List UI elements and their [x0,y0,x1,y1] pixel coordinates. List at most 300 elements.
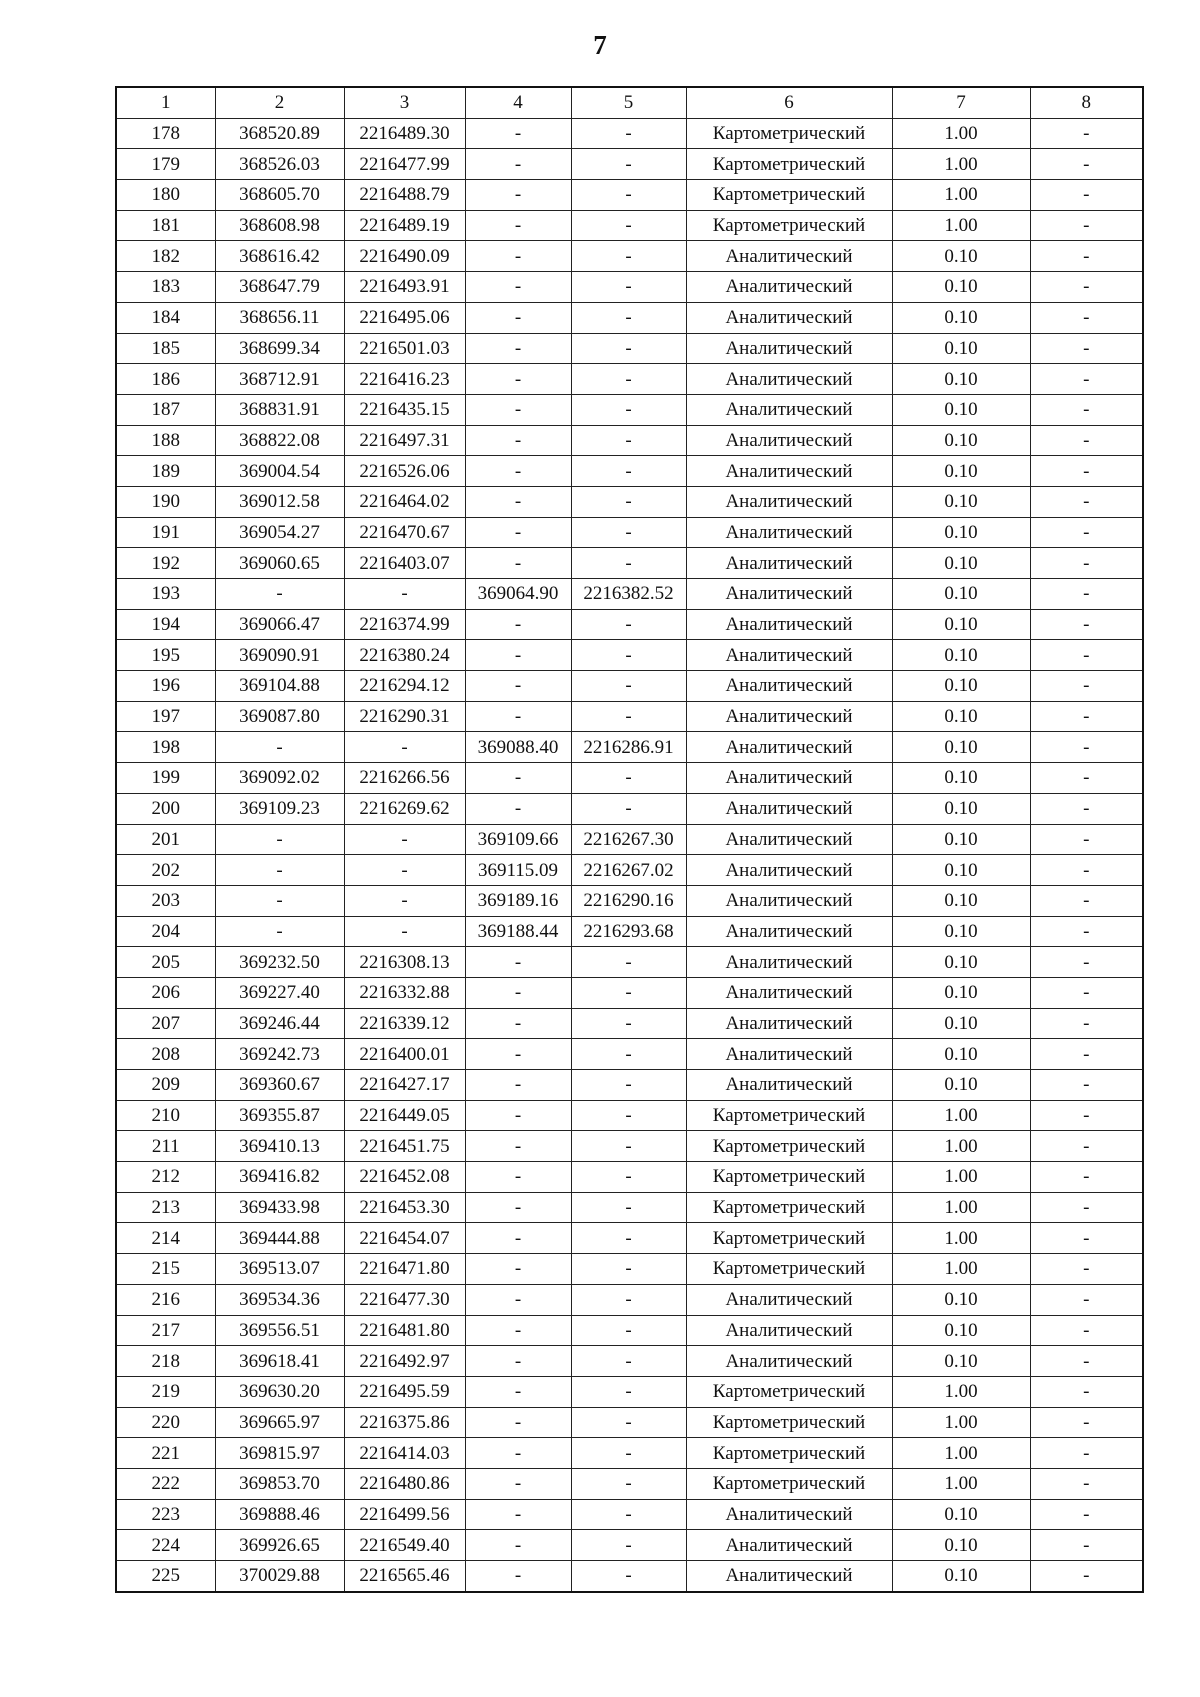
table-row [116,579,1143,610]
table-row [116,1008,1143,1039]
point-number-cell: 196 [116,671,215,702]
x-new-cell: - [465,241,571,272]
accuracy-cell: 0.10 [892,1315,1030,1346]
table-row [116,1530,1143,1561]
table-row [116,609,1143,640]
note-cell: - [1030,333,1143,364]
y-coordinate-cell: 2216499.56 [344,1499,465,1530]
table-row [116,1100,1143,1131]
note-cell: - [1030,1192,1143,1223]
point-number-cell: 223 [116,1499,215,1530]
x-new-cell: - [465,1192,571,1223]
y-new-cell: - [571,1254,686,1285]
y-new-cell: - [571,1346,686,1377]
table-row [116,1192,1143,1223]
x-new-cell: - [465,701,571,732]
y-new-cell: - [571,364,686,395]
note-cell: - [1030,947,1143,978]
note-cell: - [1030,609,1143,640]
y-coordinate-cell: 2216488.79 [344,180,465,211]
x-coordinate-cell: 369355.87 [215,1100,344,1131]
accuracy-cell: 0.10 [892,302,1030,333]
column-header: 3 [344,87,465,118]
point-number-cell: 191 [116,517,215,548]
note-cell: - [1030,302,1143,333]
accuracy-cell: 0.10 [892,486,1030,517]
y-coordinate-cell: 2216471.80 [344,1254,465,1285]
point-number-cell: 214 [116,1223,215,1254]
note-cell: - [1030,1039,1143,1070]
accuracy-cell: 0.10 [892,517,1030,548]
accuracy-cell: 0.10 [892,1070,1030,1101]
y-new-cell: 2216286.91 [571,732,686,763]
x-new-cell: - [465,1100,571,1131]
x-coordinate-cell: - [215,732,344,763]
accuracy-cell: 1.00 [892,1131,1030,1162]
x-coordinate-cell: 368616.42 [215,241,344,272]
method-cell: Аналитический [686,364,892,395]
point-number-cell: 188 [116,425,215,456]
method-cell: Аналитический [686,579,892,610]
y-coordinate-cell: - [344,579,465,610]
table-row [116,1131,1143,1162]
y-new-cell: - [571,947,686,978]
method-cell: Аналитический [686,1315,892,1346]
x-coordinate-cell: 369853.70 [215,1468,344,1499]
table-row [116,272,1143,303]
table-row [116,916,1143,947]
y-coordinate-cell: 2216452.08 [344,1162,465,1193]
accuracy-cell: 0.10 [892,425,1030,456]
x-coordinate-cell: 369556.51 [215,1315,344,1346]
method-cell: Картометрический [686,1438,892,1469]
x-new-cell: - [465,1039,571,1070]
method-cell: Картометрический [686,1162,892,1193]
method-cell: Аналитический [686,793,892,824]
point-number-cell: 194 [116,609,215,640]
x-new-cell: 369115.09 [465,855,571,886]
accuracy-cell: 1.00 [892,1100,1030,1131]
point-number-cell: 183 [116,272,215,303]
accuracy-cell: 1.00 [892,1254,1030,1285]
y-new-cell: - [571,486,686,517]
table-row [116,793,1143,824]
method-cell: Аналитический [686,640,892,671]
note-cell: - [1030,671,1143,702]
y-new-cell: - [571,241,686,272]
x-coordinate-cell: 369054.27 [215,517,344,548]
y-coordinate-cell: 2216549.40 [344,1530,465,1561]
y-coordinate-cell: 2216416.23 [344,364,465,395]
method-cell: Аналитический [686,548,892,579]
table-row [116,947,1143,978]
note-cell: - [1030,548,1143,579]
note-cell: - [1030,885,1143,916]
point-number-cell: 219 [116,1376,215,1407]
y-new-cell: 2216267.02 [571,855,686,886]
table-row [116,977,1143,1008]
y-new-cell: - [571,1223,686,1254]
point-number-cell: 193 [116,579,215,610]
accuracy-cell: 0.10 [892,333,1030,364]
table-row [116,241,1143,272]
x-new-cell: - [465,180,571,211]
method-cell: Аналитический [686,855,892,886]
table-row [116,1315,1143,1346]
y-coordinate-cell: 2216308.13 [344,947,465,978]
point-number-cell: 189 [116,456,215,487]
note-cell: - [1030,1530,1143,1561]
y-coordinate-cell: 2216495.59 [344,1376,465,1407]
y-new-cell: - [571,1131,686,1162]
accuracy-cell: 1.00 [892,1162,1030,1193]
y-coordinate-cell: 2216454.07 [344,1223,465,1254]
point-number-cell: 203 [116,885,215,916]
method-cell: Картометрический [686,210,892,241]
note-cell: - [1030,1008,1143,1039]
point-number-cell: 199 [116,763,215,794]
point-number-cell: 212 [116,1162,215,1193]
x-new-cell: - [465,1530,571,1561]
y-new-cell: 2216382.52 [571,579,686,610]
table-row [116,118,1143,149]
x-new-cell: - [465,333,571,364]
note-cell: - [1030,1468,1143,1499]
note-cell: - [1030,640,1143,671]
x-coordinate-cell: 368520.89 [215,118,344,149]
accuracy-cell: 0.10 [892,241,1030,272]
table-row [116,456,1143,487]
y-coordinate-cell: - [344,885,465,916]
x-coordinate-cell: 368699.34 [215,333,344,364]
x-coordinate-cell: 368822.08 [215,425,344,456]
table-row [116,302,1143,333]
y-coordinate-cell: 2216489.30 [344,118,465,149]
table-body [116,118,1143,1592]
table-row [116,701,1143,732]
method-cell: Аналитический [686,671,892,702]
x-new-cell: - [465,1468,571,1499]
y-new-cell: - [571,793,686,824]
note-cell: - [1030,701,1143,732]
method-cell: Аналитический [686,1070,892,1101]
column-header: 1 [116,87,215,118]
x-coordinate-cell: 368526.03 [215,149,344,180]
accuracy-cell: 0.10 [892,1499,1030,1530]
accuracy-cell: 0.10 [892,1284,1030,1315]
point-number-cell: 208 [116,1039,215,1070]
x-coordinate-cell: 369630.20 [215,1376,344,1407]
x-coordinate-cell: 369227.40 [215,977,344,1008]
accuracy-cell: 0.10 [892,671,1030,702]
x-coordinate-cell: 368608.98 [215,210,344,241]
point-number-cell: 184 [116,302,215,333]
x-new-cell: - [465,671,571,702]
table-row [116,1376,1143,1407]
y-new-cell: - [571,333,686,364]
x-new-cell: - [465,210,571,241]
method-cell: Аналитический [686,486,892,517]
x-new-cell: - [465,763,571,794]
x-coordinate-cell: 369513.07 [215,1254,344,1285]
y-new-cell: - [571,272,686,303]
x-new-cell: - [465,1284,571,1315]
table-row [116,885,1143,916]
table-row [116,1346,1143,1377]
point-number-cell: 220 [116,1407,215,1438]
method-cell: Картометрический [686,118,892,149]
point-number-cell: 211 [116,1131,215,1162]
method-cell: Аналитический [686,1346,892,1377]
y-new-cell: - [571,1192,686,1223]
x-coordinate-cell: 369888.46 [215,1499,344,1530]
table-row [116,425,1143,456]
x-new-cell: - [465,302,571,333]
x-new-cell: - [465,947,571,978]
point-number-cell: 209 [116,1070,215,1101]
x-coordinate-cell: 369004.54 [215,456,344,487]
y-coordinate-cell: 2216501.03 [344,333,465,364]
x-new-cell: - [465,1131,571,1162]
y-new-cell: - [571,394,686,425]
method-cell: Аналитический [686,1008,892,1039]
y-coordinate-cell: 2216477.99 [344,149,465,180]
x-coordinate-cell: 370029.88 [215,1561,344,1592]
y-coordinate-cell: 2216497.31 [344,425,465,456]
method-cell: Картометрический [686,1468,892,1499]
y-new-cell: - [571,1561,686,1592]
y-new-cell: 2216290.16 [571,885,686,916]
x-new-cell: 369188.44 [465,916,571,947]
y-new-cell: - [571,1407,686,1438]
method-cell: Аналитический [686,241,892,272]
y-new-cell: - [571,210,686,241]
note-cell: - [1030,1131,1143,1162]
table-row [116,1223,1143,1254]
note-cell: - [1030,1162,1143,1193]
x-coordinate-cell: 369060.65 [215,548,344,579]
y-coordinate-cell: 2216495.06 [344,302,465,333]
y-coordinate-cell: 2216332.88 [344,977,465,1008]
table-row [116,855,1143,886]
method-cell: Аналитический [686,425,892,456]
point-number-cell: 206 [116,977,215,1008]
column-header: 4 [465,87,571,118]
note-cell: - [1030,149,1143,180]
x-coordinate-cell: 369090.91 [215,640,344,671]
method-cell: Аналитический [686,701,892,732]
point-number-cell: 205 [116,947,215,978]
accuracy-cell: 0.10 [892,609,1030,640]
point-number-cell: 198 [116,732,215,763]
accuracy-cell: 0.10 [892,1039,1030,1070]
note-cell: - [1030,1284,1143,1315]
accuracy-cell: 1.00 [892,180,1030,211]
x-new-cell: - [465,1346,571,1377]
note-cell: - [1030,456,1143,487]
point-number-cell: 190 [116,486,215,517]
y-coordinate-cell: 2216493.91 [344,272,465,303]
x-new-cell: - [465,425,571,456]
point-number-cell: 187 [116,394,215,425]
x-new-cell: - [465,517,571,548]
y-new-cell: - [571,763,686,794]
y-new-cell: - [571,1284,686,1315]
y-new-cell: - [571,977,686,1008]
table-row [116,1070,1143,1101]
point-number-cell: 222 [116,1468,215,1499]
y-new-cell: - [571,1499,686,1530]
note-cell: - [1030,916,1143,947]
note-cell: - [1030,241,1143,272]
y-coordinate-cell: 2216526.06 [344,456,465,487]
y-new-cell: - [571,118,686,149]
x-new-cell: 369064.90 [465,579,571,610]
accuracy-cell: 1.00 [892,1438,1030,1469]
column-header: 6 [686,87,892,118]
table-row [116,1438,1143,1469]
accuracy-cell: 0.10 [892,548,1030,579]
note-cell: - [1030,425,1143,456]
method-cell: Аналитический [686,1530,892,1561]
note-cell: - [1030,1561,1143,1592]
x-coordinate-cell: 369433.98 [215,1192,344,1223]
table-row [116,180,1143,211]
y-new-cell: - [571,1039,686,1070]
table-row [116,640,1143,671]
y-new-cell: - [571,1070,686,1101]
y-new-cell: - [571,517,686,548]
method-cell: Аналитический [686,885,892,916]
point-number-cell: 202 [116,855,215,886]
method-cell: Аналитический [686,977,892,1008]
method-cell: Аналитический [686,1284,892,1315]
y-coordinate-cell: 2216481.80 [344,1315,465,1346]
coordinates-table [115,86,1144,1593]
accuracy-cell: 0.10 [892,885,1030,916]
point-number-cell: 216 [116,1284,215,1315]
x-coordinate-cell: 369410.13 [215,1131,344,1162]
x-new-cell: - [465,1376,571,1407]
method-cell: Картометрический [686,1254,892,1285]
y-new-cell: - [571,180,686,211]
method-cell: Аналитический [686,1561,892,1592]
x-coordinate-cell: 368656.11 [215,302,344,333]
table-row [116,364,1143,395]
x-new-cell: - [465,1070,571,1101]
x-new-cell: - [465,640,571,671]
y-coordinate-cell: 2216492.97 [344,1346,465,1377]
y-coordinate-cell: 2216427.17 [344,1070,465,1101]
method-cell: Картометрический [686,1376,892,1407]
note-cell: - [1030,1346,1143,1377]
accuracy-cell: 1.00 [892,118,1030,149]
table-row [116,824,1143,855]
point-number-cell: 180 [116,180,215,211]
accuracy-cell: 0.10 [892,272,1030,303]
y-coordinate-cell: 2216451.75 [344,1131,465,1162]
method-cell: Аналитический [686,609,892,640]
y-coordinate-cell: 2216414.03 [344,1438,465,1469]
note-cell: - [1030,1376,1143,1407]
y-coordinate-cell: 2216374.99 [344,609,465,640]
note-cell: - [1030,272,1143,303]
table-row [116,1468,1143,1499]
table-row [116,763,1143,794]
x-new-cell: - [465,1407,571,1438]
table-row [116,1561,1143,1592]
method-cell: Картометрический [686,1223,892,1254]
y-coordinate-cell: 2216490.09 [344,241,465,272]
method-cell: Аналитический [686,947,892,978]
x-coordinate-cell: 369232.50 [215,947,344,978]
x-coordinate-cell: 369926.65 [215,1530,344,1561]
method-cell: Картометрический [686,1131,892,1162]
note-cell: - [1030,180,1143,211]
x-new-cell: - [465,1008,571,1039]
table-row [116,732,1143,763]
note-cell: - [1030,364,1143,395]
accuracy-cell: 0.10 [892,1346,1030,1377]
note-cell: - [1030,763,1143,794]
table-row [116,1284,1143,1315]
x-new-cell: 369088.40 [465,732,571,763]
y-new-cell: - [571,1438,686,1469]
note-cell: - [1030,1223,1143,1254]
point-number-cell: 200 [116,793,215,824]
accuracy-cell: 0.10 [892,1561,1030,1592]
x-coordinate-cell: 369012.58 [215,486,344,517]
y-coordinate-cell: 2216375.86 [344,1407,465,1438]
note-cell: - [1030,394,1143,425]
method-cell: Аналитический [686,272,892,303]
note-cell: - [1030,1438,1143,1469]
point-number-cell: 225 [116,1561,215,1592]
note-cell: - [1030,977,1143,1008]
accuracy-cell: 0.10 [892,824,1030,855]
column-header: 2 [215,87,344,118]
point-number-cell: 210 [116,1100,215,1131]
table-row [116,1407,1143,1438]
x-new-cell: - [465,977,571,1008]
x-new-cell: - [465,793,571,824]
point-number-cell: 201 [116,824,215,855]
method-cell: Картометрический [686,1407,892,1438]
method-cell: Аналитический [686,333,892,364]
note-cell: - [1030,118,1143,149]
y-coordinate-cell: - [344,732,465,763]
y-new-cell: - [571,671,686,702]
note-cell: - [1030,1499,1143,1530]
point-number-cell: 195 [116,640,215,671]
table-row [116,394,1143,425]
y-coordinate-cell: - [344,824,465,855]
table-row [116,671,1143,702]
x-coordinate-cell: 369815.97 [215,1438,344,1469]
y-new-cell: - [571,701,686,732]
point-number-cell: 185 [116,333,215,364]
y-new-cell: - [571,609,686,640]
y-new-cell: - [571,1008,686,1039]
y-new-cell: - [571,302,686,333]
x-coordinate-cell: 368605.70 [215,180,344,211]
method-cell: Аналитический [686,732,892,763]
x-new-cell: - [465,1223,571,1254]
y-new-cell: - [571,548,686,579]
page-number: 7 [593,30,607,60]
note-cell: - [1030,517,1143,548]
table-row [116,548,1143,579]
